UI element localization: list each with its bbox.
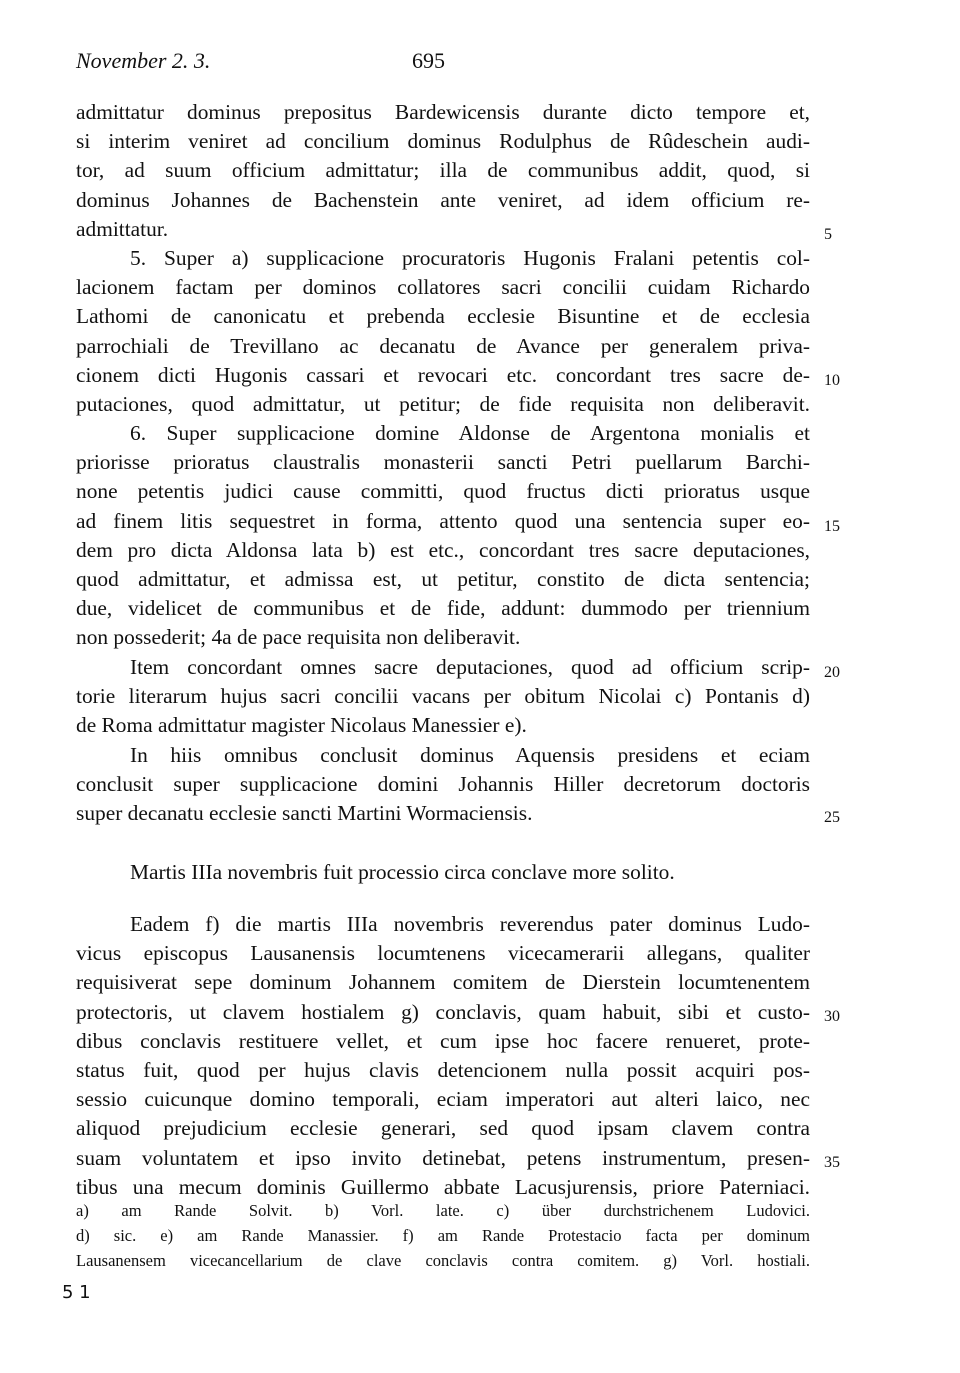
text-line: ad finem litis sequestret in forma, attento quod una sentencia super eo- xyxy=(76,508,810,533)
text-line: dominus Johannes de Bachenstein ante veniret, ad idem officium re- xyxy=(76,187,810,212)
footnote-line: Lausanensem vicecancellarium de clave conclavis contra comitem. g) Vorl. hostiali. xyxy=(76,1251,810,1270)
text-line: sessio cuicunque domino temporali, eciam imperatori aut alteri laico, nec xyxy=(76,1087,810,1112)
text-line: quod admittatur, et admissa est, ut petitur, constito de dicta sentencia; xyxy=(76,566,810,591)
line-number: 15 xyxy=(824,518,840,535)
text-line: priorisse prioratus claustralis monasterii sancti Petri puellarum Barchi- xyxy=(76,450,810,475)
text-line: vicus episcopus Lausanensis locumtenens vicecamerarii allegans, qualiter xyxy=(76,941,810,966)
text-line: cionem dicti Hugonis cassari et revocari etc. concordant tres sacre de- xyxy=(76,362,810,387)
text-line: torie literarum hujus sacri concilii vacans per obitum Nicolai c) Pontanis d) xyxy=(76,684,810,709)
text-line: lacionem factam per dominos collatores sacri concilii cuidam Richardo xyxy=(76,275,810,300)
text-line: requisiverat sepe dominum Johannem comitem de Dierstein locumtenentem xyxy=(76,970,810,995)
paragraph-martis xyxy=(76,858,810,887)
text-line: dem pro dicta Aldonsa lata b) est etc., concordant tres sacre deputaciones, xyxy=(76,537,810,562)
line-number: 35 xyxy=(824,1154,840,1171)
text-line: non possederit; 4a de pace requisita non deliberavit. xyxy=(76,625,521,650)
text-line: putaciones, quod admittatur, ut petitur; de fide requisita non deliberavit. xyxy=(76,391,810,416)
footnotes xyxy=(76,1198,810,1273)
text-block-continuation xyxy=(76,98,810,244)
text-line: suam voluntatem et ipso invito detinebat, petens instrumentum, presen- xyxy=(76,1145,810,1170)
footnote-line: d) sic. e) am Rande Manassier. f) am Rande Protestacio facta per dominum xyxy=(76,1226,810,1245)
signature-mark: 5 1 xyxy=(62,1282,91,1303)
text-line: super decanatu ecclesie sancti Martini Wormaciensis. xyxy=(76,801,533,826)
text-line: aliquod prejudicium ecclesie generari, sed quod ipsam clavem contra xyxy=(76,1116,810,1141)
paragraph-6 xyxy=(76,419,810,653)
text-line: 5. Super a) supplicacione procuratoris Hugonis Fralani petentis col- xyxy=(130,246,810,270)
paragraph-item xyxy=(76,653,810,741)
text-line: tibus una mecum dominis Guillermo abbate Lacusjurensis, priore Paterniaci. xyxy=(76,1174,810,1199)
line-number: 30 xyxy=(824,1008,840,1025)
text-line: Eadem f) die martis IIIa novembris reverendus pater dominus Ludo- xyxy=(130,912,810,936)
text-line: admittatur dominus prepositus Bardewicensis durante dicto tempore et, xyxy=(76,100,810,124)
text-line: Lathomi de canonicatu et prebenda ecclesie Bisuntine et de ecclesia xyxy=(76,304,810,329)
text-line: protectoris, ut clavem hostialem g) conclavis, quam habuit, sibi et custo- xyxy=(76,999,810,1024)
text-line: tor, ad suum officium admittatur; illa de communibus addit, quod, si xyxy=(76,158,810,183)
text-line: parrochiali de Trevillano ac decanatu de Avance per generalem priva- xyxy=(76,333,810,358)
text-line: admittatur. xyxy=(76,216,169,241)
text-line: 6. Super supplicacione domine Aldonse de Argentona monialis et xyxy=(130,421,810,445)
text-line: Item concordant omnes sacre deputaciones, quod ad officium scrip- xyxy=(130,655,810,679)
text-line: dibus conclavis restituere vellet, et cum ipse hoc facere renueret, prote- xyxy=(76,1028,810,1053)
text-line: conclusit super supplicacione domini Johannis Hiller decretorum doctoris xyxy=(76,772,810,797)
text-line: Martis IIIa novembris fuit processio circa conclave more solito. xyxy=(130,860,675,884)
text-line: due, videlicet de communibus et de fide, addunt: dummodo per triennium xyxy=(76,596,810,621)
page-number: 695 xyxy=(412,48,445,73)
line-number: 10 xyxy=(824,372,840,389)
line-number: 5 xyxy=(824,226,832,243)
paragraph-in-hiis xyxy=(76,741,810,829)
text-line: none petentis judici cause committi, quod fructus dicti prioratus usque xyxy=(76,479,810,504)
footnote-line: a) am Rande Solvit. b) Vorl. late. c) über durchstrichenem Ludovici. xyxy=(76,1201,810,1220)
line-number: 25 xyxy=(824,809,840,826)
line-number: 20 xyxy=(824,664,840,681)
paragraph-eadem xyxy=(76,910,810,1202)
text-line: In hiis omnibus conclusit dominus Aquensis presidens et eciam xyxy=(130,743,810,767)
text-line: si interim veniret ad concilium dominus Rodulphus de Rûdeschein audi- xyxy=(76,129,810,154)
running-title: November 2. 3. xyxy=(76,48,211,73)
paragraph-5 xyxy=(76,244,810,419)
text-line: status fuit, quod per hujus clavis detencionem nulla possit acquiri pos- xyxy=(76,1057,810,1082)
text-line: de Roma admittatur magister Nicolaus Manessier e). xyxy=(76,713,527,738)
